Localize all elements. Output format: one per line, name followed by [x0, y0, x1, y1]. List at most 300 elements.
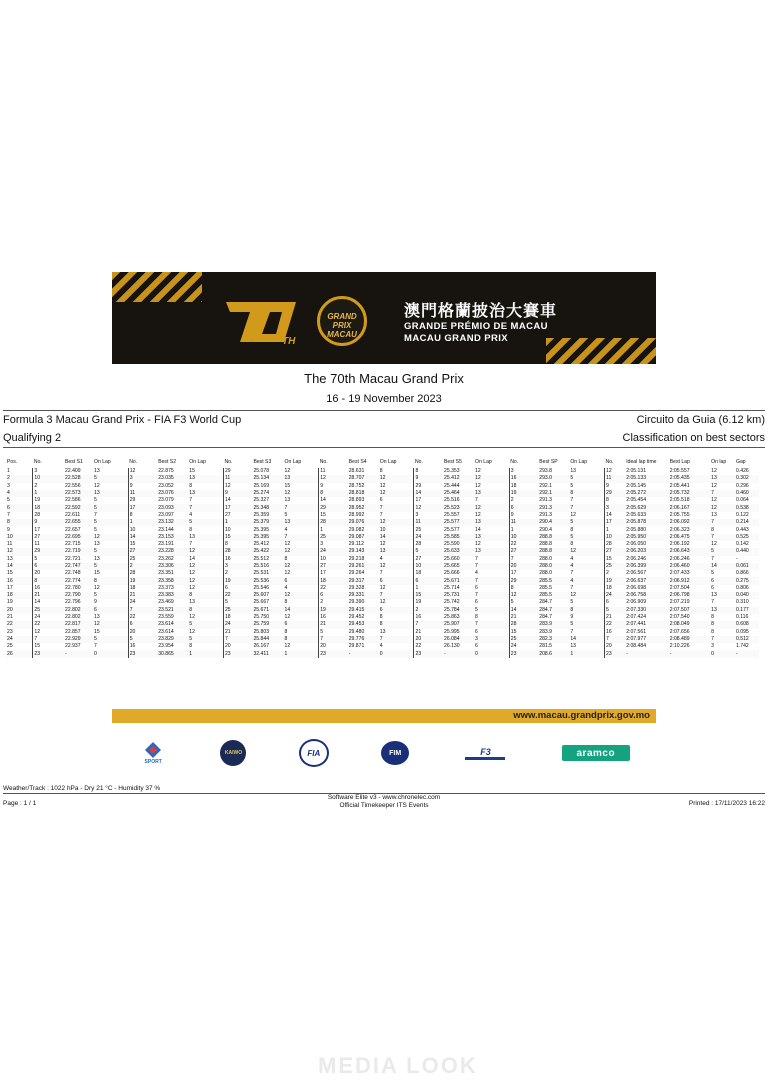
table-cell: 17 [509, 570, 538, 577]
table-cell: 12 [284, 570, 291, 577]
column-header: No. [224, 459, 233, 465]
table-cell: 2:07.561 [626, 628, 647, 635]
printed-timestamp: Printed : 17/11/2023 16:22 [688, 800, 765, 807]
table-cell: 288.0 [538, 563, 569, 570]
table-cell: 0.040 [735, 592, 759, 599]
table-cell: 29 [605, 490, 626, 497]
table-cell: 12 [93, 534, 128, 541]
table-cell: 25.844 [252, 636, 283, 643]
table-cell: 0.440 [735, 548, 759, 555]
table-cell: 1 [33, 490, 64, 497]
table-cell: 0.122 [735, 511, 749, 518]
table-cell: 12 [711, 497, 717, 504]
table-cell: 29.076 [348, 519, 379, 526]
table-cell: 0 [474, 650, 509, 657]
table-cell: 25.348 [252, 504, 283, 511]
table-cell: 14 [189, 555, 195, 562]
table-cell: 1 [605, 526, 626, 533]
table-cell: 2:06.475 [669, 534, 710, 541]
table-cell: 6 [223, 585, 252, 592]
table-cell: 2:08.484 [626, 643, 647, 650]
table-cell: 0.177 [735, 607, 759, 614]
table-cell: 25.665 [443, 563, 474, 570]
table-cell: 7 [605, 636, 626, 643]
table-cell: 7 [474, 621, 509, 628]
table-row [6, 577, 759, 584]
table-cell: 14 [284, 607, 319, 614]
table-cell: 29.218 [348, 555, 365, 562]
table-row [6, 504, 759, 511]
table-cell: 4 [189, 511, 193, 518]
table-cell: 22 [319, 585, 348, 592]
table-cell: 8 [414, 468, 443, 475]
column-header: On Lap [284, 459, 302, 465]
header-rule-top [3, 410, 765, 411]
table-cell: 6 [128, 621, 157, 628]
table-row [6, 650, 759, 657]
table-cell: 7 [474, 592, 509, 599]
table-cell: 2 [6, 475, 33, 482]
table-cell: 29.112 [348, 541, 364, 548]
table-cell: 284.7 [538, 607, 569, 614]
table-cell: 288.0 [539, 555, 552, 562]
table-cell: 12 [711, 468, 717, 475]
table-cell: 3 [7, 482, 10, 489]
table-cell: 5 [474, 607, 509, 614]
table-cell: 3 [319, 541, 348, 548]
sponsor-row [112, 733, 656, 773]
table-cell: 13 [188, 475, 223, 482]
table-cell: 2:05.629 [625, 504, 669, 511]
table-cell: 19 [128, 577, 157, 584]
table-cell: 13 [93, 555, 100, 562]
table-cell: 8 [284, 599, 288, 606]
table-cell: 9 [605, 483, 626, 490]
table-cell: 7 [570, 570, 574, 577]
table-cell: 0.806 [735, 584, 749, 591]
table-cell: 4 [475, 570, 478, 577]
table-cell: 4 [284, 584, 288, 591]
table-cell: 13 [711, 511, 717, 518]
table-cell: 2 [128, 563, 157, 570]
table-cell: 25.412 [443, 475, 474, 482]
table-cell: - [735, 555, 738, 562]
table-cell: 15 [509, 629, 538, 636]
table-cell: 28.893 [348, 497, 365, 504]
table-cell: 23 [605, 650, 626, 657]
table-cell: 28 [605, 541, 626, 548]
banner-title-portuguese: GRANDE PRÉMIO DE MACAU [404, 321, 548, 332]
table-cell: 22.817 [64, 621, 93, 628]
table-cell: 0 [710, 650, 735, 657]
column-header: On Lap [379, 459, 397, 465]
table-cell: 28 [319, 519, 348, 526]
table-cell: 3 [509, 468, 538, 475]
table-cell: 25.379 [252, 519, 283, 526]
table-cell: 7 [474, 563, 509, 570]
table-cell: 18 [605, 585, 626, 592]
table-cell: 10 [414, 563, 443, 570]
table-cell: 291.3 [539, 511, 552, 518]
table-cell: 6 [284, 621, 319, 628]
table-cell: 1 [509, 526, 538, 533]
header-rule-bottom [3, 447, 765, 448]
table-cell: 0.525 [735, 534, 759, 541]
table-cell: 14 [319, 497, 348, 504]
table-cell: 2:06.643 [669, 548, 710, 555]
table-cell: 26 [6, 650, 33, 657]
table-cell: 1 [284, 650, 319, 657]
table-cell: 25.557 [443, 511, 460, 518]
table-cell: 8 [570, 541, 574, 548]
table-cell: 6 [711, 584, 714, 591]
table-cell: 288.8 [539, 541, 552, 548]
table-cell: 2:05.950 [625, 534, 669, 541]
table-cell: 2:05.435 [669, 475, 710, 482]
table-cell: 17 [414, 497, 443, 504]
table-cell: 25.667 [253, 599, 270, 606]
table-cell: 20 [128, 629, 157, 636]
table-cell: 288.0 [539, 570, 552, 577]
table-cell: 288.8 [538, 534, 569, 541]
table-cell: 25.660 [443, 555, 460, 562]
table-cell: 5 [569, 519, 604, 526]
aramco-logo: aramco [562, 745, 630, 761]
table-cell: 14 [6, 563, 33, 570]
table-cell: 27 [128, 548, 157, 555]
table-cell: 23 [128, 650, 157, 657]
table-cell: 12 [570, 511, 576, 518]
sport-bureau-icon [144, 741, 162, 759]
table-cell: 2:05.755 [669, 511, 690, 518]
table-cell: 8 [475, 614, 478, 621]
table-cell: 2:06.399 [625, 563, 669, 570]
table-cell: 23.614 [158, 628, 174, 635]
table-cell: 26.167 [253, 643, 270, 650]
table-cell: 22 [33, 621, 64, 628]
table-cell: 8 [379, 614, 383, 621]
table-cell: 16 [605, 629, 626, 636]
table-cell: 5 [93, 548, 128, 555]
table-cell: 15 [93, 570, 100, 577]
table-cell: 13 [93, 468, 100, 475]
banner-stripes-top [112, 272, 202, 302]
table-cell: 22 [223, 592, 252, 599]
table-cell: 5 [93, 497, 97, 504]
table-cell: 12 [284, 541, 291, 548]
table-cell: 7 [188, 504, 223, 511]
table-cell: 7 [475, 497, 478, 504]
table-cell: 1 [188, 650, 223, 657]
table-cell: 4 [379, 555, 383, 562]
table-cell: 0.538 [735, 504, 759, 511]
table-cell: 293.0 [538, 475, 569, 482]
table-cell: 23.358 [157, 577, 188, 584]
table-cell: 283.9 [538, 621, 569, 628]
table-cell: 13 [93, 490, 128, 497]
column-header: Best S4 [348, 459, 367, 465]
table-cell: 12 [189, 628, 195, 635]
table-cell: 23.153 [157, 534, 188, 541]
table-cell: 18 [414, 570, 443, 577]
table-cell: 14 [33, 599, 64, 606]
table-cell: 29.871 [348, 643, 365, 650]
table-cell: 22.748 [64, 570, 81, 577]
fia-f3-logo [461, 741, 509, 765]
table-cell: 11 [7, 541, 13, 548]
table-cell: 21 [319, 621, 348, 628]
table-cell: 16 [223, 556, 252, 563]
table-cell: 3 [711, 643, 714, 650]
event-title: The 70th Macau Grand Prix [304, 371, 464, 386]
table-row [6, 599, 759, 606]
table-cell: 23.954 [158, 643, 174, 650]
table-cell: 23.191 [158, 541, 174, 548]
table-cell: 291.3 [539, 497, 552, 504]
table-cell: 13 [710, 607, 735, 614]
table-cell: 25.523 [443, 504, 474, 511]
table-cell: 12 [569, 592, 604, 599]
table-cell: 284.7 [539, 599, 552, 606]
table-cell: 20 [414, 636, 443, 643]
table-cell: 14 [710, 563, 735, 570]
table-cell: 29.082 [348, 526, 365, 533]
table-cell: 5 [605, 607, 626, 614]
table-cell: 13 [474, 519, 509, 526]
table-cell: 2:07.330 [625, 607, 669, 614]
table-cell: 23.351 [158, 570, 174, 577]
column-header: Best S5 [443, 459, 462, 465]
column-header: No. [33, 459, 42, 465]
table-cell: 18 [33, 504, 64, 511]
table-cell: 11 [319, 468, 348, 475]
table-cell: 2 [319, 599, 348, 606]
table-cell: 0.460 [735, 490, 759, 497]
table-cell: 0.296 [735, 482, 749, 489]
column-header: Ideal lap time [626, 459, 657, 465]
table-cell: 22.857 [64, 628, 81, 635]
table-cell: 12 [189, 614, 195, 621]
table-cell: 282.3 [538, 636, 569, 643]
table-cell: 25.078 [253, 468, 270, 475]
table-cell: 25.464 [443, 490, 474, 497]
table-cell: 23.829 [157, 636, 188, 643]
table-cell: 22.937 [64, 643, 81, 650]
table-cell: 5 [93, 563, 128, 570]
banner-title-english: MACAU GRAND PRIX [404, 333, 509, 344]
table-cell: 22.796 [64, 599, 81, 606]
table-cell: 5 [128, 636, 157, 643]
table-cell: 14 [605, 512, 626, 519]
table-row [6, 490, 759, 497]
table-cell: 12 [379, 541, 386, 548]
table-cell: 22.586 [64, 497, 81, 504]
table-cell: 22.719 [64, 548, 93, 555]
table-cell: 5 [414, 548, 443, 555]
table-cell: 12 [189, 584, 195, 591]
table-cell: 6 [414, 577, 443, 584]
table-cell: 25.742 [443, 599, 460, 606]
table-cell: 7 [7, 511, 10, 518]
table-cell: 29.328 [348, 584, 365, 591]
table-cell: 2 [223, 570, 252, 577]
table-cell: - [64, 650, 93, 657]
table-cell: 13 [570, 468, 576, 475]
table-cell: 23.373 [158, 584, 174, 591]
table-cell: 8 [33, 577, 64, 584]
table-cell: 5 [93, 592, 128, 599]
table-cell: 12 [569, 548, 604, 555]
table-row [6, 483, 759, 490]
table-cell: 0.275 [735, 577, 759, 584]
table-cell: 6 [475, 599, 478, 606]
table-cell: 8 [711, 628, 714, 635]
table-cell: 25.607 [252, 592, 283, 599]
table-cell: 25.353 [443, 468, 460, 475]
table-cell: 25.759 [252, 621, 283, 628]
table-cell: 12 [710, 504, 735, 511]
table-cell: 17 [33, 526, 64, 533]
table-cell: 19 [319, 607, 348, 614]
table-cell: 2:06.246 [626, 555, 647, 562]
table-cell: 20 [33, 570, 64, 577]
table-cell: 25.585 [443, 534, 474, 541]
footer-credits [0, 794, 768, 810]
table-cell: 17 [319, 570, 348, 577]
table-row [6, 468, 759, 475]
table-cell: 25.666 [443, 570, 460, 577]
table-cell: 6 [319, 592, 348, 599]
table-cell: 20 [6, 607, 33, 614]
table-cell: 12 [711, 541, 717, 548]
table-cell: 22.780 [64, 584, 81, 591]
seventieth-logo-icon [222, 294, 302, 346]
table-cell: 290.4 [538, 519, 569, 526]
table-cell: 0.426 [735, 468, 749, 475]
table-cell: 28.707 [348, 475, 379, 482]
table-cell: 12 [379, 519, 414, 526]
table-cell: 7 [223, 636, 252, 643]
table-cell: 10 [379, 526, 386, 533]
table-cell: 12 [475, 541, 481, 548]
column-header: Pos. [7, 459, 18, 465]
table-cell: 2:10.226 [669, 643, 690, 650]
table-cell: 11 [414, 519, 443, 526]
table-cell: 12 [475, 511, 481, 518]
table-cell: 8 [711, 526, 714, 533]
table-cell: 8 [509, 585, 538, 592]
table-cell: 25.546 [253, 584, 270, 591]
table-cell: 29.331 [348, 592, 379, 599]
table-cell: 25.359 [253, 511, 270, 518]
table-cell: 0.310 [735, 599, 749, 606]
table-cell: 0 [93, 650, 128, 657]
table-cell: 12 [379, 482, 386, 489]
table-header-row [6, 456, 759, 468]
table-cell: 23.469 [158, 599, 174, 606]
table-row [6, 621, 759, 628]
table-row [6, 526, 759, 533]
table-cell: 13 [284, 475, 319, 482]
table-cell: 22.573 [64, 490, 93, 497]
table-row [6, 497, 759, 504]
table-cell: 14 [128, 534, 157, 541]
table-cell: 12 [284, 563, 319, 570]
table-cell: 0.512 [735, 636, 759, 643]
table-cell: 30.865 [157, 650, 188, 657]
table-cell: 11 [509, 519, 538, 526]
table-cell: - [443, 650, 474, 657]
table-cell: 28.752 [348, 482, 365, 489]
table-cell: 2 [414, 607, 443, 614]
table-cell: 2:06.567 [626, 570, 647, 577]
table-cell: 25 [605, 563, 626, 570]
table-cell: 12 [93, 584, 100, 591]
table-cell: 27 [509, 548, 538, 555]
table-cell: 7 [379, 511, 383, 518]
table-cell: 25.512 [253, 555, 270, 562]
table-cell: 288.8 [538, 548, 569, 555]
table-cell: 4 [569, 577, 604, 584]
table-cell: 7 [284, 504, 319, 511]
table-cell: 8 [605, 497, 626, 504]
table-cell: 22.721 [64, 555, 81, 562]
software-credit: Software Elite v3 - www.chronelec.com [327, 794, 441, 801]
website-url[interactable]: www.macau.grandprix.gov.mo [513, 710, 650, 721]
table-cell: 2 [605, 570, 626, 577]
table-cell: 25 [128, 556, 157, 563]
table-cell: 12 [188, 563, 223, 570]
table-cell: 16 [319, 614, 348, 621]
table-cell: 0.095 [735, 628, 749, 635]
table-cell: 18 [6, 592, 33, 599]
table-row [6, 636, 759, 643]
table-cell: 2:05.131 [626, 468, 647, 475]
table-cell: 7 [474, 577, 509, 584]
table-cell: 27 [605, 548, 626, 555]
table-cell: 5 [711, 570, 714, 577]
table-cell: 12 [33, 629, 64, 636]
table-cell: 8 [6, 519, 33, 526]
table-cell: 11 [223, 475, 252, 482]
table-cell: 7 [570, 584, 574, 591]
table-cell: 13 [93, 541, 100, 548]
table-cell: 29.143 [348, 548, 379, 555]
table-cell: 11 [605, 475, 626, 482]
table-cell: 7 [284, 534, 319, 541]
table-cell: 2:05.732 [669, 490, 710, 497]
table-cell: 13 [93, 614, 100, 621]
table-cell: 12 [6, 548, 33, 555]
table-cell: 13 [284, 519, 319, 526]
table-cell: 5 [93, 526, 97, 533]
table-cell: 21 [7, 614, 13, 621]
table-cell: 24 [319, 548, 348, 555]
table-cell: 2:06.758 [625, 592, 669, 599]
table-cell: 23.052 [158, 482, 174, 489]
table-cell: 8 [379, 621, 414, 628]
table-cell: 17 [128, 504, 157, 511]
table-cell: 15 [223, 534, 252, 541]
table-cell: 6 [509, 504, 538, 511]
table-cell: 12 [284, 548, 319, 555]
table-cell: 208.6 [538, 650, 569, 657]
table-cell: - [625, 650, 669, 657]
column-header: On Lap [570, 459, 588, 465]
table-cell: 1 [7, 468, 10, 475]
table-cell: 5 [93, 519, 128, 526]
table-cell: 7 [710, 490, 735, 497]
